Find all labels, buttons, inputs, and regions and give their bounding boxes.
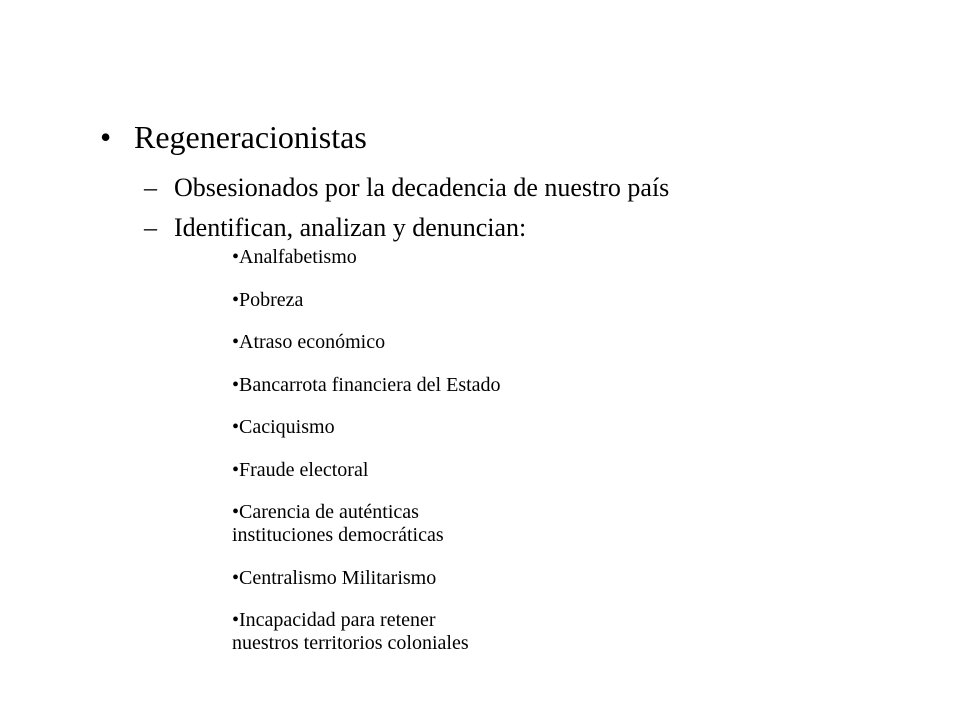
issue-text: Bancarrota financiera del Estado (239, 373, 501, 396)
dash-icon: – (144, 213, 157, 242)
bullet-icon: • (232, 416, 240, 438)
issue-text: Analfabetismo (239, 246, 357, 268)
issue-text: Centralismo Militarismo (239, 566, 437, 589)
subpoint-item (144, 208, 669, 248)
bullet-icon: • (232, 501, 240, 523)
issue-item (232, 567, 652, 590)
main-bullet-text: Regeneracionistas (134, 119, 367, 155)
issue-item (232, 374, 652, 397)
bullet-icon: • (232, 458, 240, 481)
bullet-icon: • (232, 331, 240, 353)
issue-text: Incapacidad para retener nuestros territorios coloniales (232, 609, 469, 654)
issue-text: Atraso económico (239, 331, 386, 353)
issue-text: Fraude electoral (239, 458, 369, 481)
subpoint-text: Identifican, analizan y denuncian: (174, 213, 527, 242)
bullet-icon: • (232, 373, 240, 396)
issue-text: Caciquismo (239, 416, 335, 438)
subpoint-list (144, 168, 669, 248)
bullet-icon: • (100, 119, 112, 155)
issue-item (232, 459, 652, 482)
issue-item (232, 246, 652, 269)
bullet-icon: • (232, 566, 240, 589)
subpoint-item (144, 168, 669, 208)
issue-list (232, 246, 652, 675)
issue-item (232, 289, 652, 312)
issue-text: Carencia de auténticas instituciones democráticas (232, 501, 444, 546)
issue-item (232, 609, 652, 655)
bullet-icon: • (232, 246, 240, 268)
dash-icon: – (144, 173, 157, 202)
issue-text: Pobreza (239, 288, 304, 311)
issue-item (232, 416, 652, 439)
subpoint-text: Obsesionados por la decadencia de nuestro país (174, 173, 670, 202)
bullet-icon: • (232, 609, 240, 631)
issue-item (232, 501, 652, 547)
main-bullet-item (100, 115, 367, 159)
bullet-icon: • (232, 288, 240, 311)
issue-item (232, 331, 652, 354)
